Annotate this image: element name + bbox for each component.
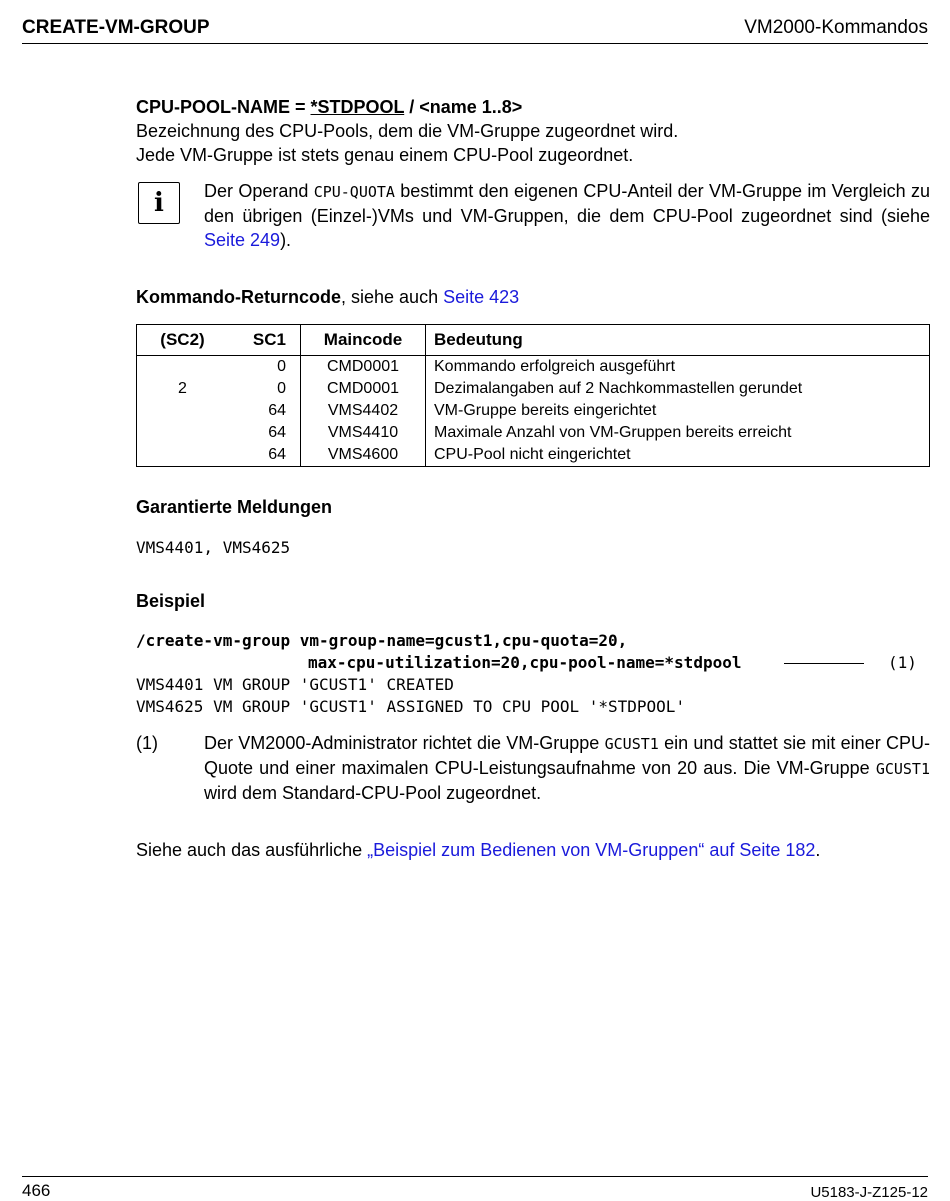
note-number: (1) (136, 733, 158, 753)
cell-maincode: VMS4600 (301, 444, 426, 467)
document-id: U5183-J-Z125-12 (810, 1184, 928, 1201)
info-code: CPU-QUOTA (313, 183, 395, 201)
returncode-suffix: , siehe auch (341, 287, 444, 307)
info-note (204, 179, 930, 252)
operand-desc-line2: Jede VM-Gruppe ist stets genau einem CPU-Pool zugeordnet. (136, 145, 634, 165)
cell-sc2: 2 (178, 380, 187, 397)
note-t1: Der VM2000-Administrator richtet die VM-Gruppe (204, 733, 605, 753)
table-row (137, 378, 930, 400)
cell-meaning: Kommando erfolgreich ausgeführt (434, 358, 676, 375)
table-row (137, 444, 930, 467)
cell-sc1: 64 (228, 400, 301, 422)
see-also-pre: Siehe auch das ausführliche (136, 840, 368, 860)
cell-meaning: Dezimalangaben auf 2 Nachkommastellen gerundet (434, 380, 803, 397)
operand-default: *STDPOOL (310, 97, 405, 117)
operand-description (136, 119, 931, 167)
running-header-chapter: VM2000-Kommandos (744, 17, 928, 38)
info-page-link[interactable]: Seite 249 (204, 230, 281, 250)
cell-sc1: 0 (228, 378, 301, 400)
info-post: ). (280, 230, 292, 250)
cell-sc1: 0 (228, 356, 301, 379)
example-marker: (1) (888, 653, 917, 672)
cell-sc1: 64 (228, 422, 301, 444)
example-output-line2: VMS4625 VM GROUP 'GCUST1' ASSIGNED TO CPU POOL '*STDPOOL' (136, 697, 686, 716)
guaranteed-messages-codes: VMS4401, VMS4625 (136, 538, 291, 557)
returncode-page-link[interactable]: Seite 423 (443, 287, 520, 307)
returncode-title: Kommando-Returncode (136, 287, 342, 307)
col-meaning: Bedeutung (426, 325, 930, 356)
cell-sc1: 64 (228, 444, 301, 467)
see-also-link[interactable]: „Beispiel zum Bedienen von VM-Gruppen“ auf Seite 182 (367, 840, 816, 860)
cell-meaning: VM-Gruppe bereits eingerichtet (434, 402, 657, 419)
see-also-post: . (815, 840, 821, 860)
col-sc1: SC1 (228, 325, 301, 356)
cell-sc2 (137, 422, 229, 444)
table-row (137, 422, 930, 444)
col-maincode: Maincode (301, 325, 426, 356)
info-pre: Der Operand (204, 181, 314, 201)
cell-maincode: VMS4410 (301, 422, 426, 444)
header-rule (22, 43, 928, 44)
example-output-line1: VMS4401 VM GROUP 'GCUST1' CREATED (136, 675, 454, 694)
operand-desc-line1: Bezeichnung des CPU-Pools, dem die VM-Gruppe zugeordnet wird. (136, 121, 679, 141)
note-code2: GCUST1 (875, 760, 930, 778)
cell-meaning: Maximale Anzahl von VM-Gruppen bereits erreicht (434, 424, 792, 441)
cell-maincode: CMD0001 (301, 378, 426, 400)
example-output (136, 674, 685, 718)
note-t3: wird dem Standard-CPU-Pool zugeordnet. (204, 783, 542, 803)
operand-alternative: / <name 1..8> (404, 97, 523, 117)
info-icon: i (138, 182, 180, 224)
note-text (204, 731, 930, 805)
info-mid: bestimmt den eigenen CPU-Anteil der VM-Gruppe im Vergleich zu den übrigen (Einzel-)VMs und VM-Gruppen, die dem CPU-Pool zugeordnet sind (siehe (204, 181, 930, 226)
example-command-line1: /create-vm-group vm-group-name=gcust1,cpu-quota=20, (136, 631, 628, 650)
see-also (136, 838, 820, 862)
footer-rule (22, 1176, 928, 1177)
operand-name: CPU-POOL-NAME = (136, 97, 311, 117)
table-row (137, 400, 930, 422)
example-marker-rule (784, 663, 864, 664)
note-t2: ein und stattet sie mit einer CPU-Quote und einer maximalen CPU-Leistungsaufnahme von 20 aus. Die VM-Gruppe (204, 733, 930, 778)
page-number: 466 (22, 1181, 51, 1200)
returncode-heading (136, 287, 519, 308)
table-row (137, 356, 930, 379)
cell-maincode: VMS4402 (301, 400, 426, 422)
note-code1: GCUST1 (604, 735, 659, 753)
example-heading: Beispiel (136, 591, 206, 611)
example-command-line2: max-cpu-utilization=20,cpu-pool-name=*stdpool (308, 653, 742, 672)
cell-meaning: CPU-Pool nicht eingerichtet (434, 446, 631, 463)
returncode-table (136, 324, 930, 467)
cell-maincode: CMD0001 (301, 356, 426, 379)
cell-sc2 (137, 356, 229, 379)
cell-sc2 (137, 444, 229, 467)
cell-sc2 (137, 400, 229, 422)
table-header-row (137, 325, 930, 356)
operand-title (136, 95, 931, 119)
guaranteed-messages-heading: Garantierte Meldungen (136, 497, 333, 517)
col-sc2: (SC2) (137, 325, 229, 356)
running-header-title: CREATE-VM-GROUP (22, 17, 210, 38)
